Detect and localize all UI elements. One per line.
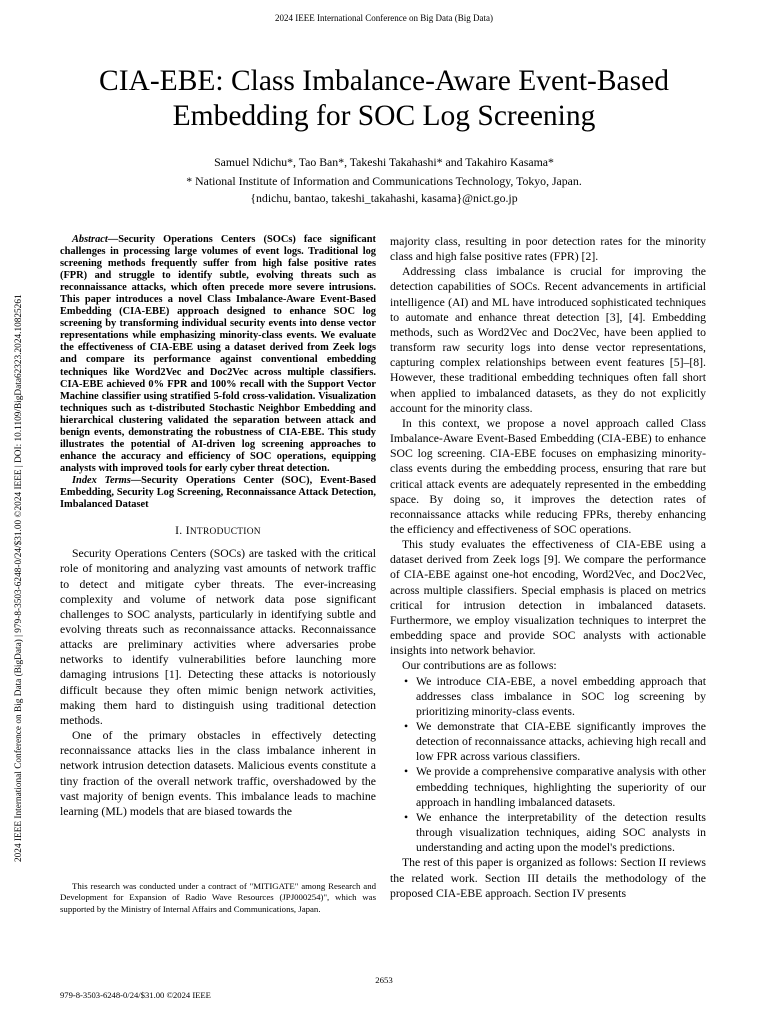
affiliation: * National Institute of Information and Communications Technology, Tokyo, Japan. <box>186 174 582 188</box>
closing-paragraph: The rest of this paper is organized as follows: Section II reviews the related work. Section III details the methodology of the proposed CIA-EBE approach. Section IV presents <box>390 856 706 900</box>
index-terms-text: —Security Operations Center (SOC), Event-Based Embedding, Security Log Screening, Reconnaissance Attack Detection, Imbalanced Dataset <box>60 474 376 511</box>
right-column <box>390 234 706 901</box>
section-numeral: I. <box>175 524 183 538</box>
page-number: 2653 <box>375 975 393 985</box>
abstract <box>60 234 376 475</box>
index-terms-label: Index Terms <box>72 474 131 486</box>
section-title-rest: NTRODUCTION <box>189 527 261 538</box>
abstract-text: —Security Operations Centers (SOCs) face significant challenges in processing large volumes of event logs. Traditional log screening methods frequently suffer from high false positive rates (FPR) and struggle to identify subtle, evolving threats such as reconnaissance attacks, which often precede more severe intrusions. This paper introduces a novel Class Imbalance-Aware Event-Based Embedding (CIA-EBE) approach designed to enhance SOC log screening by transforming individual security events into dense vector representations while emphasizing minority-class events. We evaluate the effectiveness of CIA-EBE using a dataset derived from Zeek logs and compare its performance against conventional embedding techniques like Word2Vec and Doc2Vec across multiple classifiers. CIA-EBE achieved 0% FPR and 100% recall with the Support Vector Machine classifier using stratified 5-fold cross-validation. Visualization techniques such as t-distributed Stochastic Neighbor Embedding and hierarchical clustering validated the separation between attack and benign events, demonstrating the robustness of CIA-EBE. This study illustrates the potential of AI-driven log screening approaches to enhance the accuracy and efficiency of SOC operations, equipping analysts with improved tools for early cyber threat detection. <box>60 234 376 474</box>
index-terms <box>60 475 376 511</box>
funding-footnote: This research was conducted under a contract of "MITIGATE" among Research and Development for Expansion of Radio Wave Resources (JPJ000254)", which was supported by the Ministry of Internal Affairs and Communications, Japan. <box>60 881 376 914</box>
paper-title <box>60 64 708 134</box>
right-paragraph-2: Addressing class imbalance is crucial for improving the detection capabilities of SOCs. Recent advancements in artificial intelligence (AI) and ML have introduced sophisticated techniques to automate and enhance threat detection [3], [4]. Embedding methods, such as Word2Vec and Doc2Vec, have been applied to transform raw security logs into dense vector representations, capturing complex relationships between event features [5]–[8]. However, these traditional embedding techniques often fall short when applied to imbalanced datasets, as they do not explicitly account for the minority class. <box>390 265 706 415</box>
right-paragraph-1: majority class, resulting in poor detection rates for the minority class and high false positive rates (FPR) [2]. <box>390 235 706 264</box>
side-doi-note: 2024 IEEE International Conference on Big Data (BigData) | 979-8-3503-6248-0/24/$31.00 ©2024 IEEE | DOI: 10.1109/BigData62323.2024.10825261 <box>14 294 24 862</box>
title-line-1: CIA-EBE: Class Imbalance-Aware Event-Based <box>99 65 669 97</box>
intro-paragraph-1: Security Operations Centers (SOCs) are tasked with the critical role of monitoring and analyzing vast amounts of network traffic to detect and mitigate cyber threats. The ever-increasing complexity and volume of network data pose significant challenges to SOC analysts, particularly in identifying subtle and evolving threats such as reconnaissance attacks. Reconnaissance attacks are preliminary activities where adversaries probe networks to identify vulnerabilities before launching more damaging intrusions [1]. Detecting these attacks is notoriously difficult because they often mimic benign network activities, making them hard to distinguish using traditional detection methods. <box>60 547 376 727</box>
conference-header: 2024 IEEE International Conference on Big Data (Big Data) <box>275 13 493 23</box>
title-line-2: Embedding for SOC Log Screening <box>172 100 596 132</box>
right-paragraph-3: In this context, we propose a novel approach called Class Imbalance-Aware Event-Based Embedding (CIA-EBE) to enhance SOC log screening. CIA-EBE focuses on emphasizing minority-class events during the embedding process, ensuring that rare but critical attack events are adequately represented in the embedding space. By doing so, it improves the detection rates of reconnaissance attacks while reducing FPRs, thereby enhancing the efficiency and effectiveness of SOC operations. <box>390 416 706 536</box>
copyright-footer: 979-8-3503-6248-0/24/$31.00 ©2024 IEEE <box>60 990 211 1000</box>
contribution-item: • We demonstrate that CIA-EBE significantly improves the detection of reconnaissance attacks, achieving high recall and low FPR across various classifiers. <box>416 719 706 764</box>
left-column <box>60 234 376 819</box>
contributions-intro: Our contributions are as follows: <box>402 659 557 673</box>
section-heading-introduction <box>60 523 376 540</box>
right-paragraph-4: This study evaluates the effectiveness of CIA-EBE using a dataset derived from Zeek logs [9]. We compare the performance of CIA-EBE against one-hot encoding, Word2Vec, and Doc2Vec, across multiple classifiers. Special emphasis is placed on metrics critical for intrusion detection in imbalanced datasets. Furthermore, we employ visualization techniques to interpret the embedding space and provide SOC analysts with actionable insights into network behavior. <box>390 538 706 658</box>
intro-paragraph-2: One of the primary obstacles in effectively detecting reconnaissance attacks lies in the class imbalance inherent in network intrusion detection datasets. Malicious events constitute a tiny fraction of the overall network traffic, overshadowed by the vast majority of benign events. This imbalance leads to machine learning (ML) models that are biased towards the <box>60 729 376 818</box>
author-list: Samuel Ndichu*, Tao Ban*, Takeshi Takahashi* and Takahiro Kasama* <box>214 155 554 169</box>
contribution-item: • We provide a comprehensive comparative analysis with other embedding techniques, highlighting the superiority of our approach in handling imbalanced datasets. <box>416 764 706 809</box>
section-first-letter: I <box>185 524 190 538</box>
abstract-label: Abstract <box>72 234 108 245</box>
contribution-item: • We enhance the interpretability of the detection results through visualization techniques, aiding SOC analysts in understanding and acting upon the model's predictions. <box>416 810 706 855</box>
author-emails: {ndichu, bantao, takeshi_takahashi, kasama}@nict.go.jp <box>250 191 518 205</box>
contribution-item: • We introduce CIA-EBE, a novel embedding approach that addresses class imbalance in SOC log screening by prioritizing minority-class events. <box>416 674 706 719</box>
contributions-list <box>390 674 706 856</box>
